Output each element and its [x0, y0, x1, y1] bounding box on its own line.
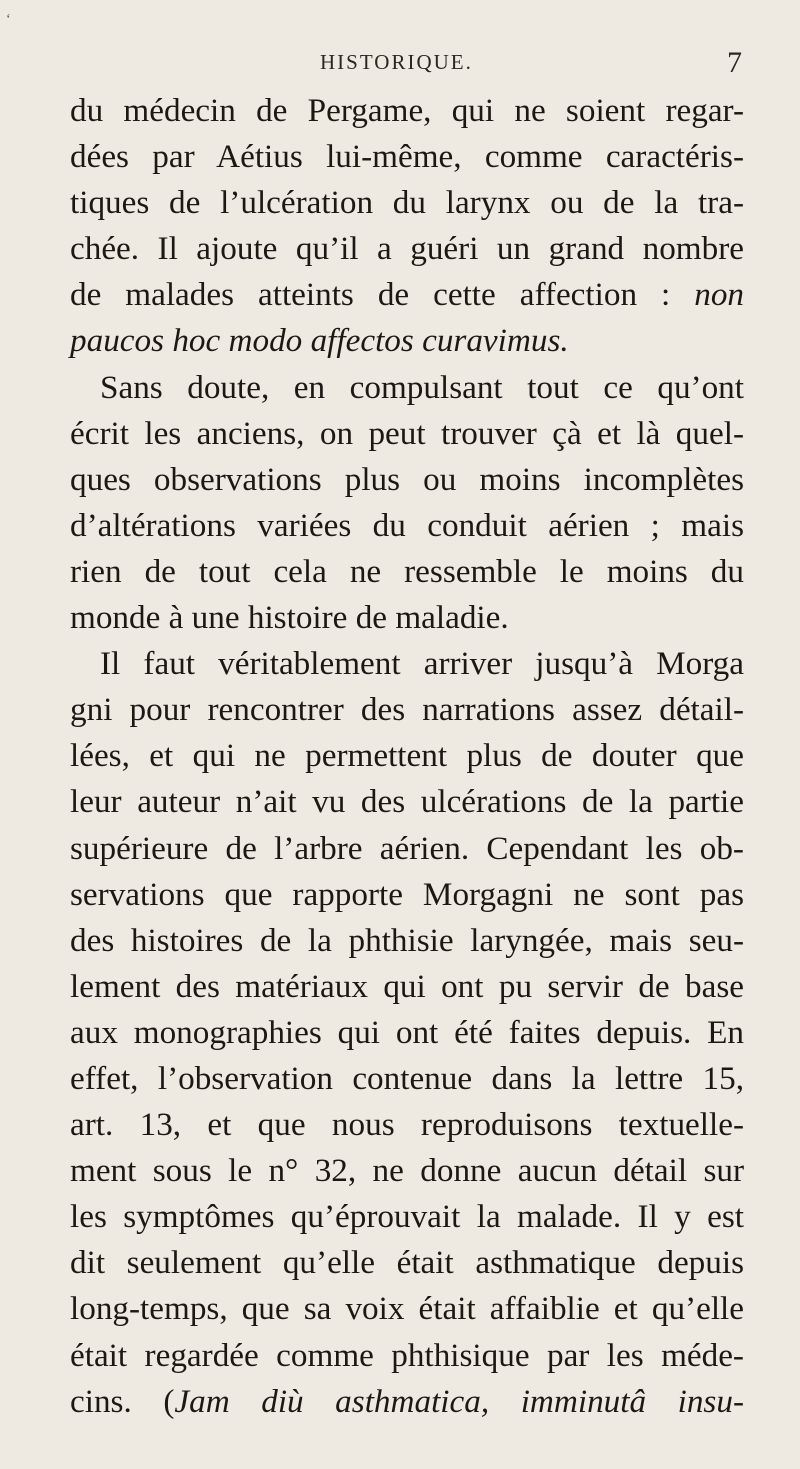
text-line	[70, 1286, 744, 1332]
text-line	[70, 1010, 744, 1056]
italic-text: non	[694, 276, 744, 314]
text-line	[70, 1379, 744, 1425]
text-span: dées par Aétius lui-même, comme caractéris-	[70, 138, 744, 176]
text-span: servations que rapporte Morgagni ne sont pas	[70, 875, 744, 913]
italic-text: paucos hoc modo affectos curavimus.	[70, 322, 569, 360]
text-line	[70, 549, 744, 595]
text-span: chée. Il ajoute qu’il a guéri un grand nombre	[70, 230, 744, 268]
text-line	[70, 503, 744, 549]
text-line	[70, 964, 744, 1010]
text-span: rien de tout cela ne ressemble le moins du	[70, 552, 744, 590]
corner-mark: ‘	[6, 12, 11, 27]
text-span: de malades atteints de cette affection :	[70, 276, 695, 314]
italic-text: Jam diù asthmatica, imminutâ insu-	[174, 1382, 744, 1420]
text-span: gni pour rencontrer des narrations assez détail-	[70, 691, 744, 729]
page-header	[70, 46, 742, 90]
text-span: ques observations plus ou moins incomplètes	[70, 460, 744, 498]
text-line	[70, 1056, 744, 1102]
text-span: long-temps, que sa voix était affaiblie et qu’elle	[70, 1290, 744, 1328]
text-span: Sans doute, en compulsant tout ce qu’ont	[100, 368, 744, 406]
text-span: ment sous le n° 32, ne donne aucun détail sur	[70, 1152, 744, 1190]
text-line	[70, 733, 744, 779]
text-line	[70, 457, 744, 503]
text-span: Il faut véritablement arriver jusqu’à Morga	[100, 645, 744, 683]
text-line	[70, 226, 744, 272]
text-line	[70, 918, 744, 964]
text-line	[70, 872, 744, 918]
text-line	[70, 641, 744, 687]
text-line	[70, 134, 744, 180]
text-line	[70, 411, 744, 457]
text-span: leur auteur n’ait vu des ulcérations de la partie	[70, 783, 744, 821]
text-line	[70, 365, 744, 411]
text-span: lement des matériaux qui ont pu servir de base	[70, 967, 744, 1005]
text-span: cins. (	[70, 1382, 175, 1420]
text-line	[70, 826, 744, 872]
text-span: les symptômes qu’éprouvait la malade. Il y est	[70, 1198, 744, 1236]
page-number: 7	[727, 46, 742, 79]
text-line	[70, 180, 744, 226]
text-span: aux monographies qui ont été faites depuis. En	[70, 1013, 744, 1051]
text-span: écrit les anciens, on peut trouver çà et là quel-	[70, 414, 744, 452]
text-span: dit seulement qu’elle était asthmatique depuis	[70, 1244, 744, 1282]
text-line	[70, 1240, 744, 1286]
text-span: tiques de l’ulcération du larynx ou de la tra-	[70, 184, 744, 222]
text-line	[70, 687, 744, 733]
text-line	[70, 1148, 744, 1194]
text-span: d’altérations variées du conduit aérien ; mais	[70, 506, 744, 544]
text-span: lées, et qui ne permettent plus de douter que	[70, 737, 744, 775]
text-line	[70, 272, 744, 318]
body-text	[70, 88, 744, 1425]
text-line	[70, 779, 744, 825]
text-span: effet, l’observation contenue dans la lettre 15,	[70, 1059, 744, 1097]
text-line	[70, 1333, 744, 1379]
text-line	[70, 88, 744, 134]
text-span: supérieure de l’arbre aérien. Cependant les ob-	[70, 829, 744, 867]
text-span: du médecin de Pergame, qui ne soient regar-	[70, 92, 744, 129]
text-span: des histoires de la phthisie laryngée, mais seu-	[70, 921, 744, 959]
text-span: était regardée comme phthisique par les méde-	[70, 1336, 744, 1374]
running-head: HISTORIQUE.	[320, 50, 473, 74]
text-span: art. 13, et que nous reproduisons textuelle-	[70, 1106, 744, 1144]
text-line	[70, 595, 744, 641]
text-line	[70, 318, 744, 364]
text-line	[70, 1194, 744, 1240]
text-line	[70, 1102, 744, 1148]
text-span: monde à une histoire de maladie.	[70, 599, 509, 637]
